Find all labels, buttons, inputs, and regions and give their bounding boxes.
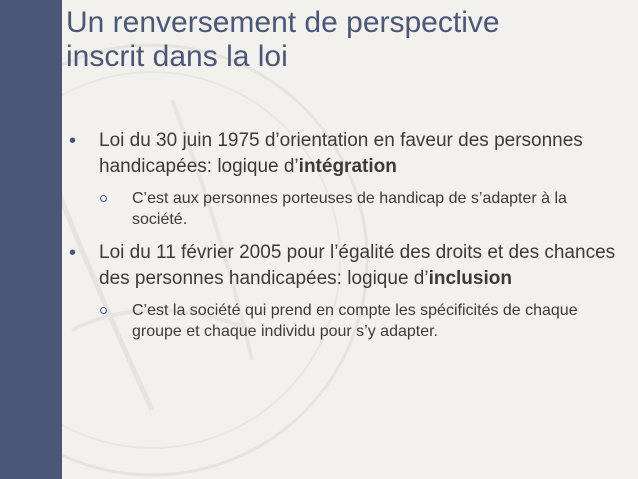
sub-bullet-1-text: C’est aux personnes porteuses de handicap de s’adapter à la société.	[132, 190, 567, 228]
sub-bullet-2-text: C’est la société qui prend en compte les spécificités de chaque groupe et chaque individu pour s’y adapter.	[132, 302, 578, 340]
ring-bullet-icon	[100, 195, 107, 202]
sub-bullet-item-2	[66, 300, 622, 342]
bullet-item-1	[66, 128, 622, 180]
bullet-2-text: Loi du 11 février 2005 pour l’égalité des droits et des chances des personnes handicapées: logique d’	[99, 242, 616, 289]
sub-bullet-item-1	[66, 188, 622, 230]
title-line-2: inscrit dans la loi	[66, 40, 288, 73]
bullet-2-keyword: inclusion	[428, 268, 512, 289]
title-line-1: Un renversement de perspective	[66, 6, 500, 39]
bullet-1-keyword: intégration	[298, 156, 397, 177]
bullet-item-2	[66, 240, 622, 292]
bullet-1-text: Loi du 30 juin 1975 d’orientation en faveur des personnes handicapées: logique d’	[99, 130, 583, 177]
bullet-dot-icon: •	[69, 242, 77, 264]
slide-title	[66, 6, 626, 74]
ring-bullet-icon	[100, 307, 107, 314]
bullet-list	[66, 128, 622, 342]
bullet-dot-icon: •	[69, 130, 77, 152]
